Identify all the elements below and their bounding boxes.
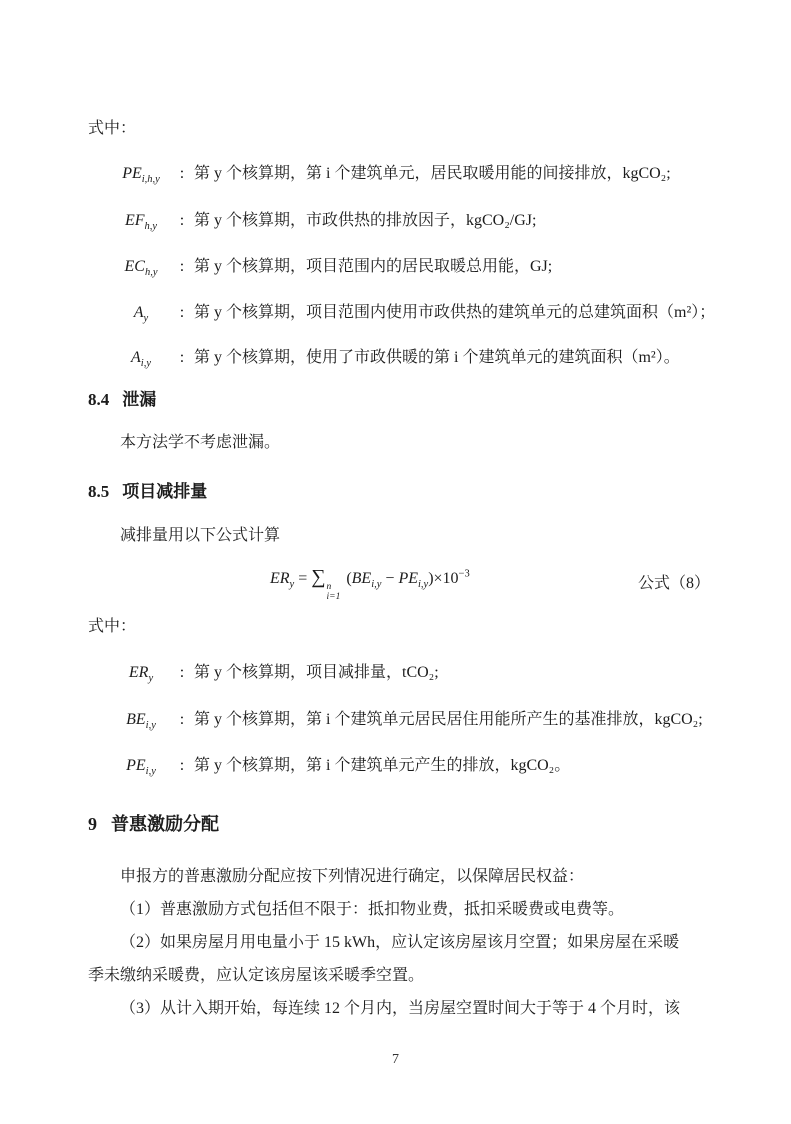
variable-subscript: i,h,y xyxy=(141,174,160,186)
equals-sign: = xyxy=(298,570,308,587)
variable-base: EC xyxy=(124,258,145,275)
definition-text: 第 y 个核算期，市政供热的排放因子，kgCO₂/GJ; xyxy=(194,212,537,229)
variable-subscript: h,y xyxy=(144,267,158,279)
definition-text: 第 y 个核算期，第 i 个建筑单元，居民取暖用能的间接排放，kgCO₂; xyxy=(194,165,671,182)
open-paren: ( xyxy=(346,570,352,587)
paragraph: （2）如果房屋月用电量小于 15 kWh，应认定该房屋该月空置；如果房屋在采暖 xyxy=(120,934,680,951)
equation-lhs-base: ER xyxy=(270,570,290,587)
where-clause-label: 式中： xyxy=(88,618,137,635)
definition-text: 第 y 个核算期，第 i 个建筑单元产生的排放，kgCO₂。 xyxy=(194,757,571,774)
term-1-base: BE xyxy=(351,570,372,587)
term-1-subscript: i,y xyxy=(371,579,382,591)
term-2-base: PE xyxy=(398,570,418,587)
section-heading-8-5 xyxy=(88,480,710,504)
variable-base: A xyxy=(131,349,141,366)
equation-8 xyxy=(270,566,470,603)
section-8-5-body: 减排量用以下公式计算 xyxy=(120,527,281,544)
definition-colon: : xyxy=(179,258,185,275)
definition-row xyxy=(88,163,710,185)
equation-row xyxy=(88,566,710,603)
variable-subscript: y xyxy=(143,313,149,325)
section-title: 项目减排量 xyxy=(122,482,208,501)
definition-colon: : xyxy=(179,304,185,321)
sigma-symbol: ∑ xyxy=(311,566,326,588)
variable-base: PE xyxy=(122,165,142,182)
minus-sign: − xyxy=(385,570,395,587)
section-title: 泄漏 xyxy=(122,390,157,409)
definition-text: 第 y 个核算期，第 i 个建筑单元居民居住用能所产生的基准排放，kgCO₂; xyxy=(194,711,703,728)
variable-base: BE xyxy=(126,711,146,728)
variable-name xyxy=(110,163,172,185)
paragraph: （3）从计入期开始，每连续 12 个月内，当房屋空置时间大于等于 4 个月时，该 xyxy=(120,1000,681,1017)
definition-row xyxy=(88,302,716,325)
variable-base: ER xyxy=(128,664,149,681)
definition-row xyxy=(88,256,710,278)
definition-text: 第 y 个核算期，使用了市政供暖的第 i 个建筑单元的建筑面积（m²）。 xyxy=(194,349,680,366)
equation-lhs-subscript: y xyxy=(289,579,295,591)
where-clause-label: 式中： xyxy=(88,120,137,137)
variable-base: A xyxy=(133,304,144,321)
definition-colon: : xyxy=(179,711,185,728)
variable-subscript: i,y xyxy=(145,720,156,732)
sigma-upper-limit: n xyxy=(326,582,332,592)
variable-name xyxy=(110,347,172,369)
term-2-subscript: i,y xyxy=(417,579,429,591)
section-title: 普惠激励分配 xyxy=(111,814,219,834)
where-clause-1 xyxy=(88,118,710,140)
variable-name xyxy=(110,302,172,324)
section-8-4-body: 本方法学不考虑泄漏。 xyxy=(120,434,281,451)
variable-subscript: i,y xyxy=(145,766,156,778)
where-clause-2 xyxy=(88,616,710,638)
definition-colon: : xyxy=(179,349,185,366)
sigma-lower-limit: i=1 xyxy=(326,592,341,603)
variable-subscript: i,y xyxy=(140,358,151,370)
variable-subscript: h,y xyxy=(144,221,158,233)
equation-lhs xyxy=(270,570,295,591)
definition-row xyxy=(88,755,710,777)
section-number: 9 xyxy=(88,814,97,834)
section-heading-9 xyxy=(88,812,710,836)
variable-base: EF xyxy=(124,212,145,229)
exponent: −3 xyxy=(458,568,470,580)
definition-colon: : xyxy=(179,664,185,681)
definition-text: 第 y 个核算期，项目范围内的居民取暖总用能，GJ; xyxy=(194,258,553,275)
definition-row xyxy=(88,210,710,232)
paragraph: 申报方的普惠激励分配应按下列情况进行确定，以保障居民权益： xyxy=(120,868,585,885)
equation-label: 公式（8） xyxy=(637,575,710,593)
document-content xyxy=(88,0,716,1124)
variable-name xyxy=(110,709,172,731)
variable-name xyxy=(110,755,172,777)
definition-row xyxy=(88,347,710,369)
definition-text: 第 y 个核算期，项目减排量，tCO₂; xyxy=(194,664,439,681)
definition-row xyxy=(88,662,710,684)
variable-name xyxy=(110,256,172,278)
definition-colon: : xyxy=(179,165,185,182)
definition-colon: : xyxy=(179,757,185,774)
page-number: 7 xyxy=(392,1052,399,1067)
equation-term-2 xyxy=(398,570,429,591)
definition-row xyxy=(88,709,710,731)
multiplier: ×10 xyxy=(433,570,459,587)
paragraph: 季未缴纳采暖费，应认定该房屋该采暖季空置。 xyxy=(88,967,425,984)
section-heading-8-4 xyxy=(88,388,710,412)
paragraph: （1）普惠激励方式包括但不限于：抵扣物业费，抵扣采暖费或电费等。 xyxy=(120,901,625,918)
definition-colon: : xyxy=(179,212,185,229)
definition-text: 第 y 个核算期，项目范围内使用市政供热的建筑单元的总建筑面积（m²）； xyxy=(194,304,716,321)
section-number: 8.5 xyxy=(88,482,110,501)
close-paren: ) xyxy=(428,570,434,587)
variable-subscript: y xyxy=(148,673,154,685)
variable-name xyxy=(110,210,172,232)
sigma-limits xyxy=(327,582,341,603)
section-number: 8.4 xyxy=(88,390,110,409)
variable-base: PE xyxy=(126,757,146,774)
equation-term-1 xyxy=(351,570,382,591)
variable-name xyxy=(110,662,172,684)
